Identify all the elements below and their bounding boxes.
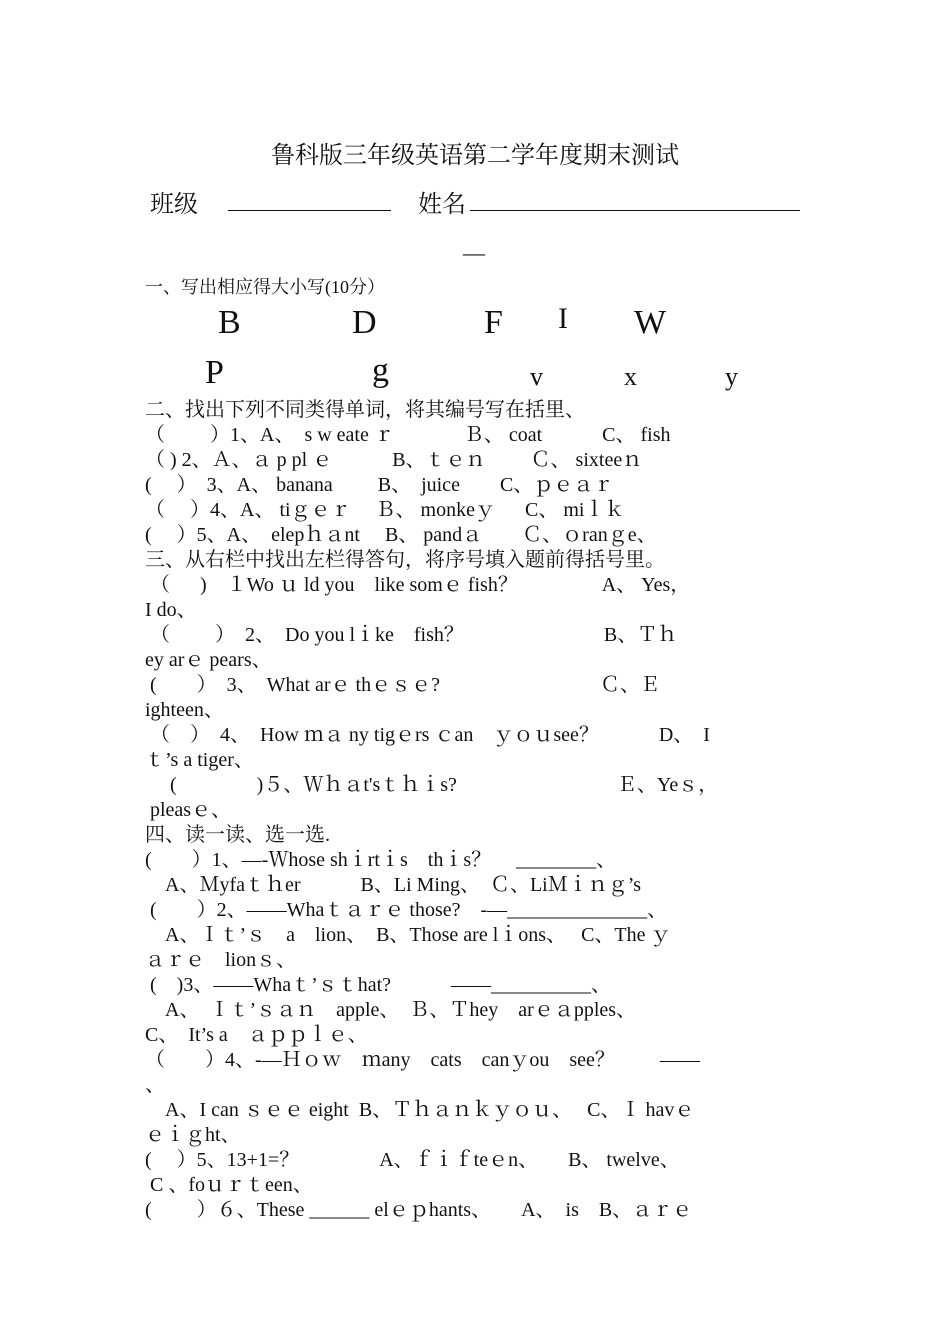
line: ( ）６、These ______ elｅｐhants、 A、 is B、ａｒｅ <box>145 1199 693 1221</box>
line: A、I can ｓｅｅ eight B、Ｔｈａｎｋｙｏｕ、 C、Ｉ havｅ <box>145 1099 695 1121</box>
line: ( ）2、——Whaｔａｒｅ those? -—______________、 <box>145 899 668 921</box>
class-blank <box>228 186 391 211</box>
line: ( ） 3、 What arｅ thｅｓｅ? Ｃ、Ｅ <box>145 674 660 696</box>
letter-v: v <box>530 362 543 391</box>
line: ey arｅ pears、 <box>145 649 272 671</box>
letter-W: W <box>634 304 667 341</box>
blank-continuation: — <box>463 240 485 265</box>
line: ( ）1、—-Ｗhose shｉrtｉs thｉs？ ________、 <box>145 849 617 871</box>
line: （ ) １Wo ｕ ld you like somｅ fish？ A、 Yes， <box>145 574 691 596</box>
line: I do、 <box>145 599 197 621</box>
name-label: 姓名 <box>418 192 466 218</box>
line: （ ) 2、Ａ、ａ p pl ｅ B、ｔｅｎ Ｃ、 sixteeｎ <box>145 449 643 471</box>
line: ighteen、 <box>145 699 224 721</box>
line: 、 <box>145 1074 165 1096</box>
line: （ ）1、A、 s w eate ｒ Ｂ、 coat C、 fish <box>145 424 671 446</box>
line: 四、读一读、选一选. <box>145 824 330 846</box>
line: ａｒｅ lionｓ、 <box>145 949 297 971</box>
page-title: 鲁科版三年级英语第二学年度期末测试 <box>271 143 679 169</box>
class-label: 班级 <box>150 192 198 218</box>
line: A、Ｉｔ’ｓ a lion、 B、Those are lｉons、 C、The ｙ <box>145 924 671 946</box>
line: C 、foｕｒｔeen、 <box>145 1174 313 1196</box>
line: （ ） 2、 Do you lｉke fish？ B、Ｔｈ <box>145 624 678 646</box>
line: A、Ｍyfaｔｈer B、Li Ming、 Ｃ、LiＭｉｎｇ’s <box>145 874 642 896</box>
line: （ ）4、A、 tiｇｅｒ Ｂ、 monkeｙ C、 miｌｋ <box>145 499 625 521</box>
line: （ ） 4、 How ｍａ ny tigｅrs ｃan ｙｏｕsee？ D、 I <box>145 724 710 746</box>
letter-I: I <box>558 302 568 335</box>
letter-x: x <box>624 362 637 391</box>
line: pleasｅ、 <box>145 799 232 821</box>
line: 二、找出下列不同类得单词，将其编号写在括里、 <box>145 399 585 421</box>
line: ｔ’s a tiger、 <box>145 749 254 771</box>
line: ( )５、Ｗｈａt'sｔｈｉs? Ｅ、Yeｓ， <box>145 774 719 796</box>
letter-D: D <box>352 304 377 341</box>
name-blank <box>470 186 800 211</box>
letter-y: y <box>725 362 738 391</box>
letter-P: P <box>205 354 224 391</box>
line: ( ）5、A、 elepｈａnt B、 pandａ Ｃ、ｏranｇe、 <box>145 524 657 546</box>
line: C、 It’s a ａｐｐｌｅ、 <box>145 1024 368 1046</box>
letter-g: g <box>372 352 389 389</box>
section1-heading: 一、写出相应得大小写(10分） <box>145 277 385 297</box>
letter-F: F <box>484 304 503 341</box>
line: 三、从右栏中找出左栏得答句，将序号填入题前得括号里。 <box>145 549 665 571</box>
line: ( )3、——Whaｔ’ｓｔhat? ——__________、 <box>145 974 612 996</box>
line: ( ） 3、A、 banana B、 juice C、ｐｅａｒ <box>145 474 614 496</box>
letter-B: B <box>218 304 241 341</box>
line: （ ）4、-—Ｈｏｗ ｍany cats canｙou see？ —— <box>145 1049 700 1071</box>
line: ｅｉｇht、 <box>145 1124 241 1146</box>
line: ( ）5、13+1=？ A、ｆｉｆteｅn、 B、 twelve、 <box>145 1149 680 1171</box>
line: A、 Ｉｔ’ｓａｎ apple、 Ｂ、Ｔhey arｅａpples、 <box>145 999 637 1021</box>
